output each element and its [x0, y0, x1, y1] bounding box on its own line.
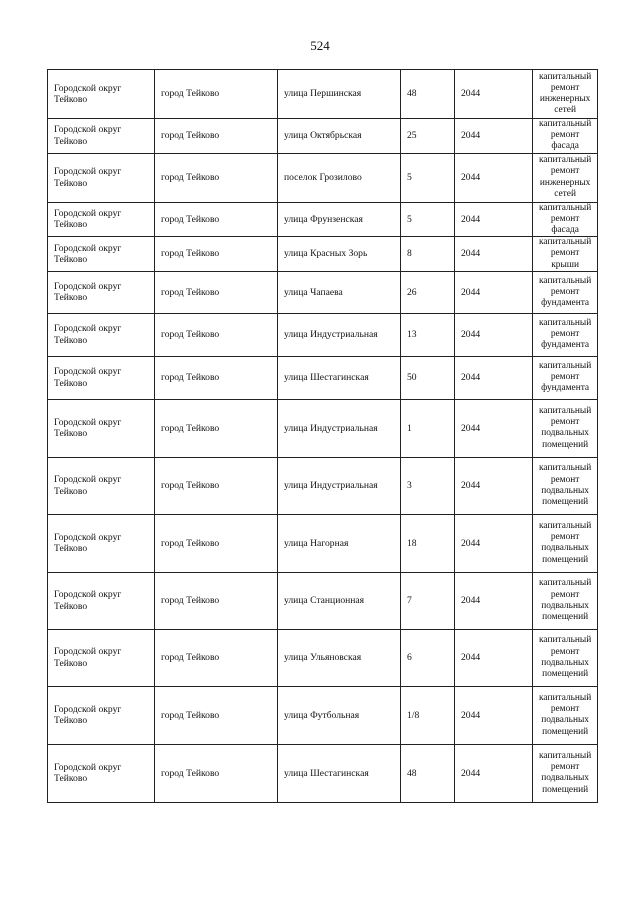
- town-cell: город Тейково: [155, 686, 278, 744]
- work-type-cell: капитальный ремонт подвальных помещений: [533, 399, 598, 457]
- house-number-cell: 3: [401, 457, 455, 514]
- year-cell: 2044: [455, 70, 533, 119]
- municipality-cell: Городской округ Тейково: [48, 629, 155, 686]
- house-number-cell: 26: [401, 271, 455, 313]
- street-cell: улица Индустриальная: [278, 457, 401, 514]
- table-row: [48, 629, 598, 686]
- house-number-cell: 18: [401, 514, 455, 572]
- street-cell: улица Ульяновская: [278, 629, 401, 686]
- table-row: [48, 237, 598, 272]
- street-cell: улица Станционная: [278, 572, 401, 629]
- work-type-cell: капитальный ремонт подвальных помещений: [533, 457, 598, 514]
- street-cell: улица Индустриальная: [278, 313, 401, 356]
- town-cell: город Тейково: [155, 399, 278, 457]
- work-type-cell: капитальный ремонт фундамента: [533, 271, 598, 313]
- town-cell: город Тейково: [155, 514, 278, 572]
- table-row: [48, 70, 598, 119]
- town-cell: город Тейково: [155, 356, 278, 399]
- town-cell: город Тейково: [155, 629, 278, 686]
- municipality-cell: Городской округ Тейково: [48, 202, 155, 237]
- work-type-cell: капитальный ремонт фундамента: [533, 356, 598, 399]
- year-cell: 2044: [455, 629, 533, 686]
- house-number-cell: 8: [401, 237, 455, 272]
- town-cell: город Тейково: [155, 572, 278, 629]
- work-type-cell: капитальный ремонт фундамента: [533, 313, 598, 356]
- year-cell: 2044: [455, 202, 533, 237]
- street-cell: улица Фрунзенская: [278, 202, 401, 237]
- municipality-cell: Городской округ Тейково: [48, 514, 155, 572]
- table-row: [48, 202, 598, 237]
- town-cell: город Тейково: [155, 237, 278, 272]
- street-cell: поселок Грозилово: [278, 153, 401, 202]
- house-number-cell: 6: [401, 629, 455, 686]
- street-cell: улица Индустриальная: [278, 399, 401, 457]
- town-cell: город Тейково: [155, 119, 278, 154]
- municipality-cell: Городской округ Тейково: [48, 744, 155, 802]
- table-row: [48, 313, 598, 356]
- work-type-cell: капитальный ремонт инженерных сетей: [533, 70, 598, 119]
- work-type-cell: капитальный ремонт подвальных помещений: [533, 686, 598, 744]
- municipality-cell: Городской округ Тейково: [48, 237, 155, 272]
- work-type-cell: капитальный ремонт подвальных помещений: [533, 629, 598, 686]
- municipality-cell: Городской округ Тейково: [48, 457, 155, 514]
- year-cell: 2044: [455, 744, 533, 802]
- house-number-cell: 5: [401, 202, 455, 237]
- house-number-cell: 1/8: [401, 686, 455, 744]
- work-type-cell: капитальный ремонт крыши: [533, 237, 598, 272]
- town-cell: город Тейково: [155, 70, 278, 119]
- house-number-cell: 25: [401, 119, 455, 154]
- street-cell: улица Чапаева: [278, 271, 401, 313]
- year-cell: 2044: [455, 356, 533, 399]
- repair-schedule-table: [47, 69, 598, 803]
- year-cell: 2044: [455, 119, 533, 154]
- street-cell: улица Октябрьская: [278, 119, 401, 154]
- year-cell: 2044: [455, 686, 533, 744]
- table-row: [48, 119, 598, 154]
- town-cell: город Тейково: [155, 457, 278, 514]
- house-number-cell: 48: [401, 744, 455, 802]
- street-cell: улица Шестагинская: [278, 356, 401, 399]
- house-number-cell: 7: [401, 572, 455, 629]
- work-type-cell: капитальный ремонт подвальных помещений: [533, 744, 598, 802]
- town-cell: город Тейково: [155, 313, 278, 356]
- table-row: [48, 686, 598, 744]
- street-cell: улица Першинская: [278, 70, 401, 119]
- municipality-cell: Городской округ Тейково: [48, 119, 155, 154]
- year-cell: 2044: [455, 514, 533, 572]
- table-row: [48, 457, 598, 514]
- table-row: [48, 744, 598, 802]
- street-cell: улица Шестагинская: [278, 744, 401, 802]
- house-number-cell: 50: [401, 356, 455, 399]
- page-number: 524: [310, 38, 330, 53]
- table-body: [48, 70, 598, 803]
- house-number-cell: 13: [401, 313, 455, 356]
- year-cell: 2044: [455, 457, 533, 514]
- municipality-cell: Городской округ Тейково: [48, 356, 155, 399]
- municipality-cell: Городской округ Тейково: [48, 572, 155, 629]
- house-number-cell: 48: [401, 70, 455, 119]
- year-cell: 2044: [455, 572, 533, 629]
- work-type-cell: капитальный ремонт инженерных сетей: [533, 153, 598, 202]
- town-cell: город Тейково: [155, 153, 278, 202]
- street-cell: улица Футбольная: [278, 686, 401, 744]
- year-cell: 2044: [455, 237, 533, 272]
- street-cell: улица Нагорная: [278, 514, 401, 572]
- town-cell: город Тейково: [155, 744, 278, 802]
- municipality-cell: Городской округ Тейково: [48, 70, 155, 119]
- table-row: [48, 572, 598, 629]
- municipality-cell: Городской округ Тейково: [48, 271, 155, 313]
- town-cell: город Тейково: [155, 271, 278, 313]
- municipality-cell: Городской округ Тейково: [48, 153, 155, 202]
- town-cell: город Тейково: [155, 202, 278, 237]
- street-cell: улица Красных Зорь: [278, 237, 401, 272]
- municipality-cell: Городской округ Тейково: [48, 686, 155, 744]
- year-cell: 2044: [455, 313, 533, 356]
- table-row: [48, 271, 598, 313]
- municipality-cell: Городской округ Тейково: [48, 313, 155, 356]
- work-type-cell: капитальный ремонт подвальных помещений: [533, 514, 598, 572]
- table-row: [48, 514, 598, 572]
- table-row: [48, 153, 598, 202]
- house-number-cell: 5: [401, 153, 455, 202]
- house-number-cell: 1: [401, 399, 455, 457]
- municipality-cell: Городской округ Тейково: [48, 399, 155, 457]
- table-row: [48, 399, 598, 457]
- year-cell: 2044: [455, 399, 533, 457]
- year-cell: 2044: [455, 153, 533, 202]
- work-type-cell: капитальный ремонт фасада: [533, 202, 598, 237]
- work-type-cell: капитальный ремонт фасада: [533, 119, 598, 154]
- work-type-cell: капитальный ремонт подвальных помещений: [533, 572, 598, 629]
- year-cell: 2044: [455, 271, 533, 313]
- table-row: [48, 356, 598, 399]
